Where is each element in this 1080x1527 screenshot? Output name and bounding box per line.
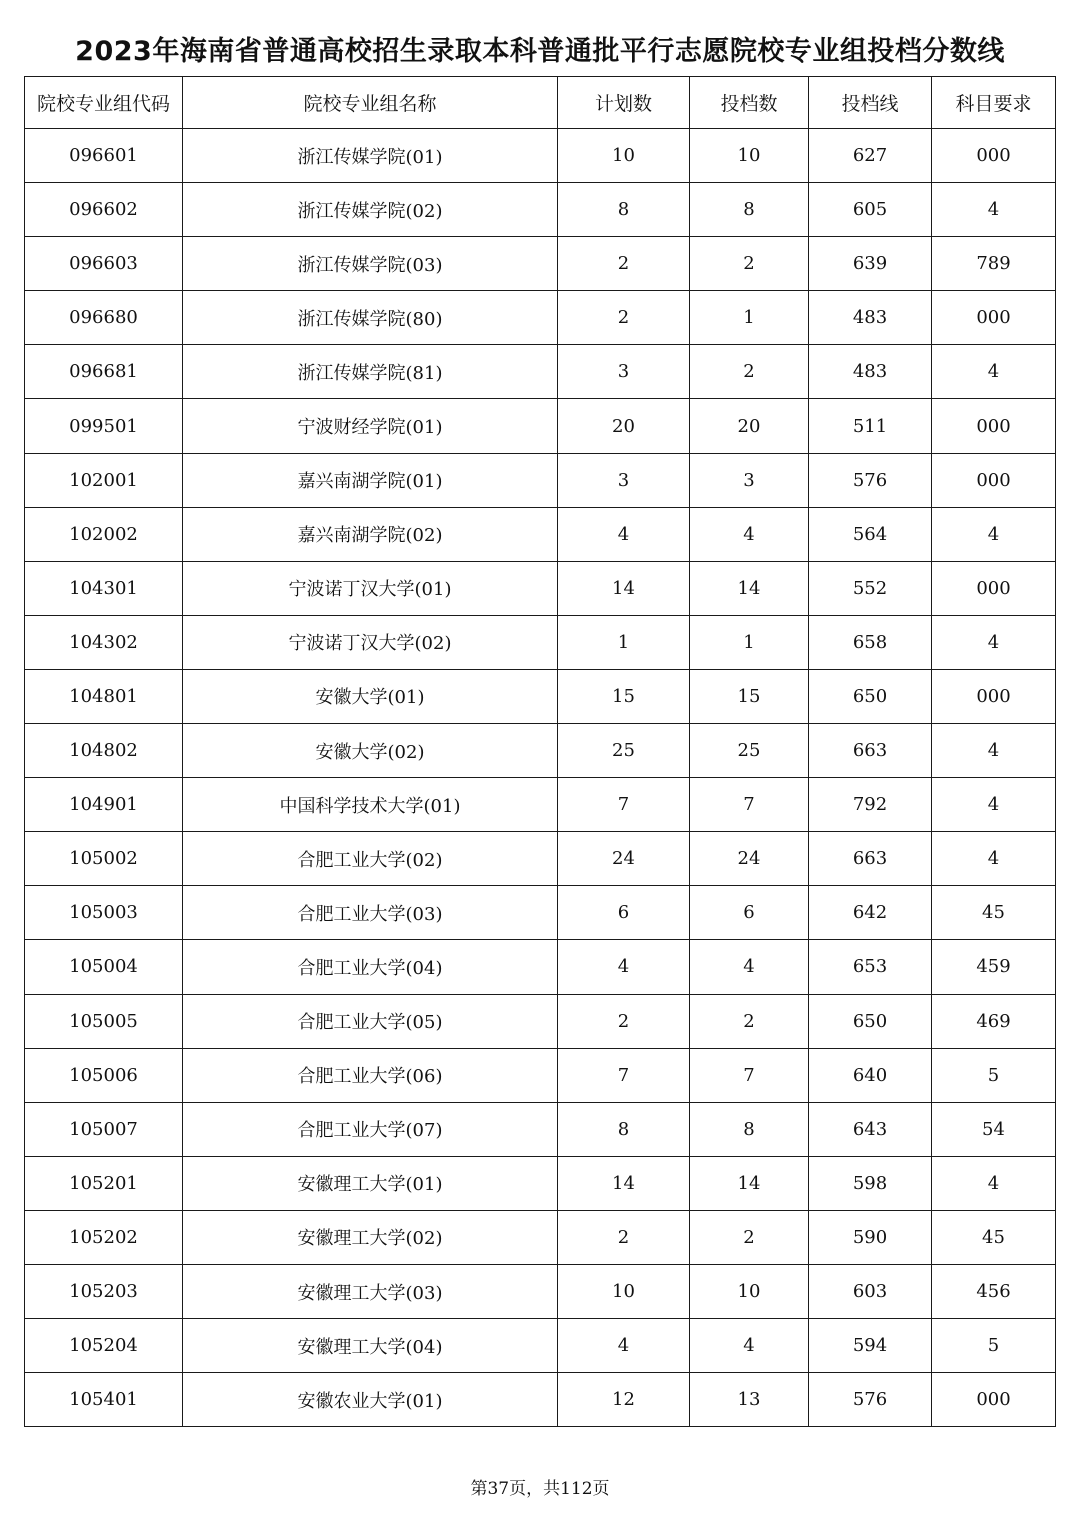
cell-group-name: 浙江传媒学院(80) bbox=[183, 291, 558, 345]
cell-group-code: 105005 bbox=[25, 994, 183, 1048]
cell-group-name: 合肥工业大学(04) bbox=[183, 940, 558, 994]
header-plan-count: 计划数 bbox=[558, 77, 690, 129]
cell-subject-requirement: 54 bbox=[932, 1102, 1056, 1156]
cell-cutoff-score: 564 bbox=[809, 507, 932, 561]
cell-cutoff-score: 605 bbox=[809, 183, 932, 237]
cell-group-name: 合肥工业大学(07) bbox=[183, 1102, 558, 1156]
cell-plan-count: 8 bbox=[558, 1102, 690, 1156]
cell-cutoff-score: 483 bbox=[809, 291, 932, 345]
cell-filed-count: 24 bbox=[690, 832, 809, 886]
table-row bbox=[25, 1264, 1056, 1318]
header-filed-count: 投档数 bbox=[690, 77, 809, 129]
cell-group-code: 105401 bbox=[25, 1373, 183, 1427]
cell-cutoff-score: 653 bbox=[809, 940, 932, 994]
cell-filed-count: 14 bbox=[690, 1156, 809, 1210]
cell-filed-count: 1 bbox=[690, 615, 809, 669]
table-row bbox=[25, 615, 1056, 669]
cell-plan-count: 2 bbox=[558, 291, 690, 345]
table-row bbox=[25, 1373, 1056, 1427]
cell-plan-count: 4 bbox=[558, 1319, 690, 1373]
cell-filed-count: 20 bbox=[690, 399, 809, 453]
cell-cutoff-score: 643 bbox=[809, 1102, 932, 1156]
cell-group-code: 096601 bbox=[25, 129, 183, 183]
cell-group-name: 嘉兴南湖学院(01) bbox=[183, 453, 558, 507]
table-row bbox=[25, 994, 1056, 1048]
cell-cutoff-score: 483 bbox=[809, 345, 932, 399]
cell-group-name: 安徽理工大学(04) bbox=[183, 1319, 558, 1373]
cell-plan-count: 7 bbox=[558, 778, 690, 832]
cell-cutoff-score: 603 bbox=[809, 1264, 932, 1318]
cell-plan-count: 10 bbox=[558, 1264, 690, 1318]
cell-plan-count: 25 bbox=[558, 724, 690, 778]
cell-group-name: 宁波诺丁汉大学(02) bbox=[183, 615, 558, 669]
cell-group-name: 安徽理工大学(01) bbox=[183, 1156, 558, 1210]
cell-group-code: 105006 bbox=[25, 1048, 183, 1102]
cell-group-code: 096680 bbox=[25, 291, 183, 345]
cell-group-code: 099501 bbox=[25, 399, 183, 453]
table-row bbox=[25, 129, 1056, 183]
cell-group-code: 105203 bbox=[25, 1264, 183, 1318]
page-footer: 第37页，共112页 bbox=[470, 1479, 610, 1499]
table-row bbox=[25, 1319, 1056, 1373]
table-row bbox=[25, 183, 1056, 237]
cell-filed-count: 7 bbox=[690, 1048, 809, 1102]
cell-plan-count: 12 bbox=[558, 1373, 690, 1427]
cell-group-name: 安徽大学(01) bbox=[183, 669, 558, 723]
cell-subject-requirement: 4 bbox=[932, 1156, 1056, 1210]
cell-filed-count: 14 bbox=[690, 561, 809, 615]
cell-subject-requirement: 5 bbox=[932, 1319, 1056, 1373]
cell-group-code: 105007 bbox=[25, 1102, 183, 1156]
cell-plan-count: 6 bbox=[558, 886, 690, 940]
cell-group-code: 096603 bbox=[25, 237, 183, 291]
cell-cutoff-score: 576 bbox=[809, 1373, 932, 1427]
cell-group-name: 合肥工业大学(06) bbox=[183, 1048, 558, 1102]
cell-group-code: 096681 bbox=[25, 345, 183, 399]
table-row bbox=[25, 1156, 1056, 1210]
cell-plan-count: 14 bbox=[558, 1156, 690, 1210]
cell-group-code: 104901 bbox=[25, 778, 183, 832]
table-row bbox=[25, 345, 1056, 399]
header-subject-requirement: 科目要求 bbox=[932, 77, 1056, 129]
cell-plan-count: 7 bbox=[558, 1048, 690, 1102]
cell-group-code: 105003 bbox=[25, 886, 183, 940]
cell-plan-count: 8 bbox=[558, 183, 690, 237]
cell-plan-count: 2 bbox=[558, 237, 690, 291]
cell-cutoff-score: 663 bbox=[809, 832, 932, 886]
cell-group-name: 宁波诺丁汉大学(01) bbox=[183, 561, 558, 615]
cell-group-name: 安徽大学(02) bbox=[183, 724, 558, 778]
cell-plan-count: 3 bbox=[558, 453, 690, 507]
cell-cutoff-score: 663 bbox=[809, 724, 932, 778]
cell-plan-count: 14 bbox=[558, 561, 690, 615]
cell-group-code: 105201 bbox=[25, 1156, 183, 1210]
cell-group-name: 安徽理工大学(03) bbox=[183, 1264, 558, 1318]
cell-cutoff-score: 511 bbox=[809, 399, 932, 453]
cell-cutoff-score: 627 bbox=[809, 129, 932, 183]
cell-filed-count: 7 bbox=[690, 778, 809, 832]
cell-subject-requirement: 000 bbox=[932, 561, 1056, 615]
cell-filed-count: 4 bbox=[690, 507, 809, 561]
cell-plan-count: 15 bbox=[558, 669, 690, 723]
cell-cutoff-score: 598 bbox=[809, 1156, 932, 1210]
cell-plan-count: 20 bbox=[558, 399, 690, 453]
cell-group-code: 104301 bbox=[25, 561, 183, 615]
cell-cutoff-score: 640 bbox=[809, 1048, 932, 1102]
cell-group-name: 安徽理工大学(02) bbox=[183, 1210, 558, 1264]
cell-filed-count: 10 bbox=[690, 1264, 809, 1318]
cell-group-name: 中国科学技术大学(01) bbox=[183, 778, 558, 832]
cell-subject-requirement: 45 bbox=[932, 1210, 1056, 1264]
cell-cutoff-score: 642 bbox=[809, 886, 932, 940]
cell-subject-requirement: 45 bbox=[932, 886, 1056, 940]
cell-filed-count: 2 bbox=[690, 345, 809, 399]
cell-cutoff-score: 576 bbox=[809, 453, 932, 507]
cell-subject-requirement: 469 bbox=[932, 994, 1056, 1048]
cell-subject-requirement: 4 bbox=[932, 778, 1056, 832]
cell-plan-count: 1 bbox=[558, 615, 690, 669]
cell-group-name: 合肥工业大学(02) bbox=[183, 832, 558, 886]
table-row bbox=[25, 940, 1056, 994]
cell-plan-count: 2 bbox=[558, 994, 690, 1048]
cell-filed-count: 10 bbox=[690, 129, 809, 183]
cell-plan-count: 2 bbox=[558, 1210, 690, 1264]
cell-subject-requirement: 456 bbox=[932, 1264, 1056, 1318]
table-row bbox=[25, 886, 1056, 940]
cell-plan-count: 4 bbox=[558, 507, 690, 561]
cell-group-code: 105004 bbox=[25, 940, 183, 994]
cell-group-code: 105002 bbox=[25, 832, 183, 886]
header-group-code: 院校专业组代码 bbox=[25, 77, 183, 129]
cell-subject-requirement: 4 bbox=[932, 507, 1056, 561]
cell-plan-count: 4 bbox=[558, 940, 690, 994]
table-header-row bbox=[25, 77, 1056, 129]
cell-subject-requirement: 459 bbox=[932, 940, 1056, 994]
cell-subject-requirement: 000 bbox=[932, 453, 1056, 507]
cell-plan-count: 24 bbox=[558, 832, 690, 886]
cell-filed-count: 8 bbox=[690, 183, 809, 237]
table-row bbox=[25, 237, 1056, 291]
cell-subject-requirement: 4 bbox=[932, 345, 1056, 399]
table-row bbox=[25, 669, 1056, 723]
cell-filed-count: 3 bbox=[690, 453, 809, 507]
cell-subject-requirement: 000 bbox=[932, 399, 1056, 453]
table-row bbox=[25, 1102, 1056, 1156]
cell-subject-requirement: 000 bbox=[932, 129, 1056, 183]
cell-cutoff-score: 590 bbox=[809, 1210, 932, 1264]
table-row bbox=[25, 724, 1056, 778]
cell-group-code: 104801 bbox=[25, 669, 183, 723]
cell-plan-count: 10 bbox=[558, 129, 690, 183]
cell-group-name: 合肥工业大学(03) bbox=[183, 886, 558, 940]
header-group-name: 院校专业组名称 bbox=[183, 77, 558, 129]
table-row bbox=[25, 778, 1056, 832]
cell-cutoff-score: 594 bbox=[809, 1319, 932, 1373]
cell-group-name: 合肥工业大学(05) bbox=[183, 994, 558, 1048]
cell-group-name: 安徽农业大学(01) bbox=[183, 1373, 558, 1427]
cell-group-code: 104302 bbox=[25, 615, 183, 669]
cell-subject-requirement: 000 bbox=[932, 1373, 1056, 1427]
cell-cutoff-score: 639 bbox=[809, 237, 932, 291]
table-row bbox=[25, 832, 1056, 886]
page-title: 2023年海南省普通高校招生录取本科普通批平行志愿院校专业组投档分数线 bbox=[75, 36, 1005, 67]
cell-cutoff-score: 552 bbox=[809, 561, 932, 615]
cell-cutoff-score: 650 bbox=[809, 994, 932, 1048]
cell-subject-requirement: 789 bbox=[932, 237, 1056, 291]
table-row bbox=[25, 1210, 1056, 1264]
cell-group-name: 嘉兴南湖学院(02) bbox=[183, 507, 558, 561]
cell-group-code: 105204 bbox=[25, 1319, 183, 1373]
header-cutoff-score: 投档线 bbox=[809, 77, 932, 129]
table-row bbox=[25, 453, 1056, 507]
table-row bbox=[25, 399, 1056, 453]
cell-cutoff-score: 650 bbox=[809, 669, 932, 723]
cell-subject-requirement: 4 bbox=[932, 832, 1056, 886]
cell-filed-count: 4 bbox=[690, 940, 809, 994]
cell-subject-requirement: 5 bbox=[932, 1048, 1056, 1102]
cell-plan-count: 3 bbox=[558, 345, 690, 399]
table-row bbox=[25, 1048, 1056, 1102]
cell-subject-requirement: 4 bbox=[932, 724, 1056, 778]
cell-group-name: 宁波财经学院(01) bbox=[183, 399, 558, 453]
cell-group-name: 浙江传媒学院(81) bbox=[183, 345, 558, 399]
cell-group-name: 浙江传媒学院(03) bbox=[183, 237, 558, 291]
cell-cutoff-score: 658 bbox=[809, 615, 932, 669]
cell-filed-count: 25 bbox=[690, 724, 809, 778]
cell-subject-requirement: 000 bbox=[932, 669, 1056, 723]
admission-score-table bbox=[24, 76, 1056, 1427]
cell-group-code: 096602 bbox=[25, 183, 183, 237]
cell-filed-count: 4 bbox=[690, 1319, 809, 1373]
cell-group-code: 104802 bbox=[25, 724, 183, 778]
cell-group-name: 浙江传媒学院(02) bbox=[183, 183, 558, 237]
table-row bbox=[25, 291, 1056, 345]
cell-group-code: 105202 bbox=[25, 1210, 183, 1264]
cell-cutoff-score: 792 bbox=[809, 778, 932, 832]
cell-subject-requirement: 4 bbox=[932, 183, 1056, 237]
cell-filed-count: 2 bbox=[690, 237, 809, 291]
table-row bbox=[25, 507, 1056, 561]
cell-subject-requirement: 4 bbox=[932, 615, 1056, 669]
cell-group-name: 浙江传媒学院(01) bbox=[183, 129, 558, 183]
cell-filed-count: 13 bbox=[690, 1373, 809, 1427]
cell-group-code: 102001 bbox=[25, 453, 183, 507]
table-row bbox=[25, 561, 1056, 615]
cell-filed-count: 6 bbox=[690, 886, 809, 940]
table-body bbox=[25, 129, 1056, 1427]
cell-filed-count: 2 bbox=[690, 1210, 809, 1264]
cell-subject-requirement: 000 bbox=[932, 291, 1056, 345]
cell-filed-count: 15 bbox=[690, 669, 809, 723]
cell-filed-count: 1 bbox=[690, 291, 809, 345]
cell-filed-count: 8 bbox=[690, 1102, 809, 1156]
cell-group-code: 102002 bbox=[25, 507, 183, 561]
cell-filed-count: 2 bbox=[690, 994, 809, 1048]
